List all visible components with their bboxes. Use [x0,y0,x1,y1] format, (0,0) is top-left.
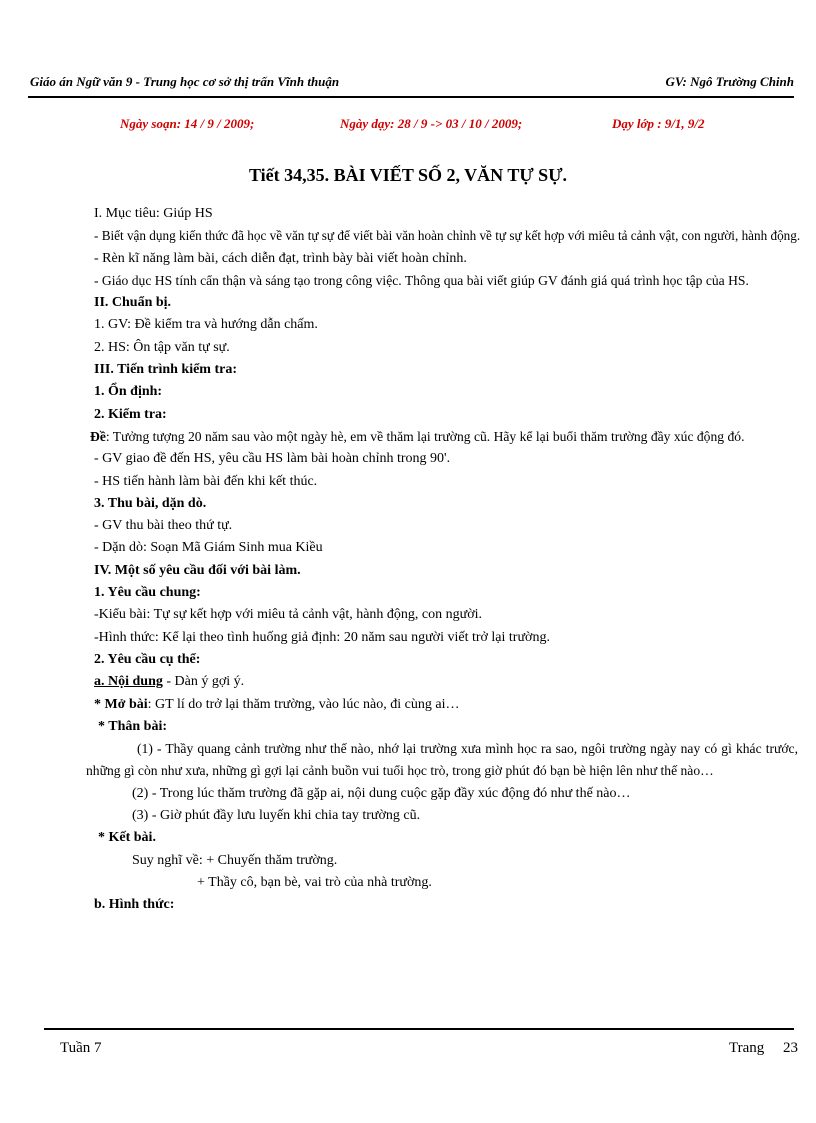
ket-bai-item-1: Suy nghĩ về: + Chuyến thăm trường. [132,852,338,868]
than-bai-item-3: (3) - Giờ phút đầy lưu luyến khi chia tay trường cũ. [132,808,421,824]
de-bai [90,426,798,448]
kiem-tra-heading: 2. Kiểm tra: [94,406,167,422]
de-label: Đề [90,428,106,444]
hinh-thuc-heading: b. Hình thức: [94,897,175,913]
document-body [86,203,801,917]
muc-tieu-heading: I. Mục tiêu: Giúp HS [94,206,213,221]
footer-page: Trang 23 [728,1040,798,1056]
date-day: Ngày dạy: 28 / 9 -> 03 / 10 / 2009; [340,116,523,131]
chuan-bi-item-2: 2. HS: Ôn tập văn tự sự. [94,339,230,355]
ket-bai-item-2: + Thầy cô, bạn bè, vai trò của nhà trường. [197,874,432,890]
ket-bai-heading: * Kết bài. [98,830,156,846]
yeu-cau-heading: IV. Một số yêu cầu đối với bài làm. [94,562,301,578]
thu-bai-item-1: - GV thu bài theo thứ tự. [94,518,233,534]
muc-tieu-item-1: - Biết vận dụng kiến thức đã học về văn tự sự để viết bài văn hoàn chỉnh về tự sự kết hợp với miêu tả cảnh vật, con người, hành động. [94,228,801,244]
yeu-cau-cu-the-heading: 2. Yêu cầu cụ thể: [94,651,201,667]
page-title: Tiết 34,35. BÀI VIẾT SỐ 2, VĂN TỰ SỰ. [248,165,568,185]
chuan-bi-heading: II. Chuẩn bị. [94,295,172,311]
kiem-tra-item-1: - GV giao đề đến HS, yêu cầu HS làm bài hoàn chỉnh trong 90'. [94,451,451,467]
yeu-cau-chung-item-2: -Hình thức: Kể lại theo tình huống giả định: 20 năm sau người viết trở lại trường. [94,629,550,645]
mo-bai-line [94,694,798,716]
noi-dung-text: - Dàn ý gợi ý. [162,674,245,690]
mo-bai-label: * Mở bài [94,696,148,712]
than-bai-item-2: (2) - Trong lúc thăm trường đã gặp ai, nội dung cuộc gặp đầy xúc động đó như thế nào… [132,785,631,801]
thu-bai-heading: 3. Thu bài, dặn dò. [94,495,207,511]
noi-dung-line [94,671,798,693]
chuan-bi-item-1: 1. GV: Đề kiểm tra và hướng dẫn chấm. [94,317,318,333]
footer-week: Tuần 7 [60,1040,102,1056]
noi-dung-label: a. Nội dung [94,674,163,690]
than-bai-item-1: (1) - Thầy quang cảnh trường như thế nào, nhớ lại trường xưa mình học ra sao, ngôi trường ngày nay có gì khác trước, những gì còn như xưa, những gì gợi lại cảnh buồn vui tuổi học trò, trong giờ phút đó bạn bè hiện lên như thế nào… [86,741,798,779]
header-divider [28,96,794,98]
header-left: Giáo án Ngữ văn 9 - Trung học cơ sở thị trấn Vĩnh thuận [30,74,340,89]
footer-divider [44,1028,794,1030]
yeu-cau-chung-item-1: -Kiểu bài: Tự sự kết hợp với miêu tả cảnh vật, hành động, con người. [94,607,483,623]
mo-bai-text: : GT lí do trở lại thăm trường, vào lúc nào, đi cùng ai… [147,696,460,712]
date-lop: Dạy lớp : 9/1, 9/2 [612,116,705,131]
tien-trinh-heading: III. Tiến trình kiểm tra: [94,362,237,378]
muc-tieu-item-2: - Rèn kĩ năng làm bài, cách diễn đạt, trình bày bài viết hoàn chỉnh. [94,250,467,266]
muc-tieu-item-3: - Giáo dục HS tính cẩn thận và sáng tạo trong công việc. Thông qua bài viết giúp GV đánh giá quá trình học tập của HS. [94,272,749,288]
yeu-cau-chung-heading: 1. Yêu cầu chung: [94,585,201,601]
date-line [0,116,816,136]
on-dinh-heading: 1. Ổn định: [94,384,163,400]
kiem-tra-item-2: - HS tiến hành làm bài đến khi kết thúc. [94,473,318,489]
than-bai-heading: * Thân bài: [98,718,167,734]
de-text: : Tưởng tượng 20 năm sau vào một ngày hè, em về thăm lại trường cũ. Hãy kể lại buổi thăm trường đầy xúc động đó. [105,428,745,444]
date-soan: Ngày soạn: 14 / 9 / 2009; [120,116,255,131]
header-right: GV: Ngô Trường Chinh [665,74,794,89]
thu-bai-item-2: - Dặn dò: Soạn Mã Giám Sinh mua Kiều [94,540,323,556]
